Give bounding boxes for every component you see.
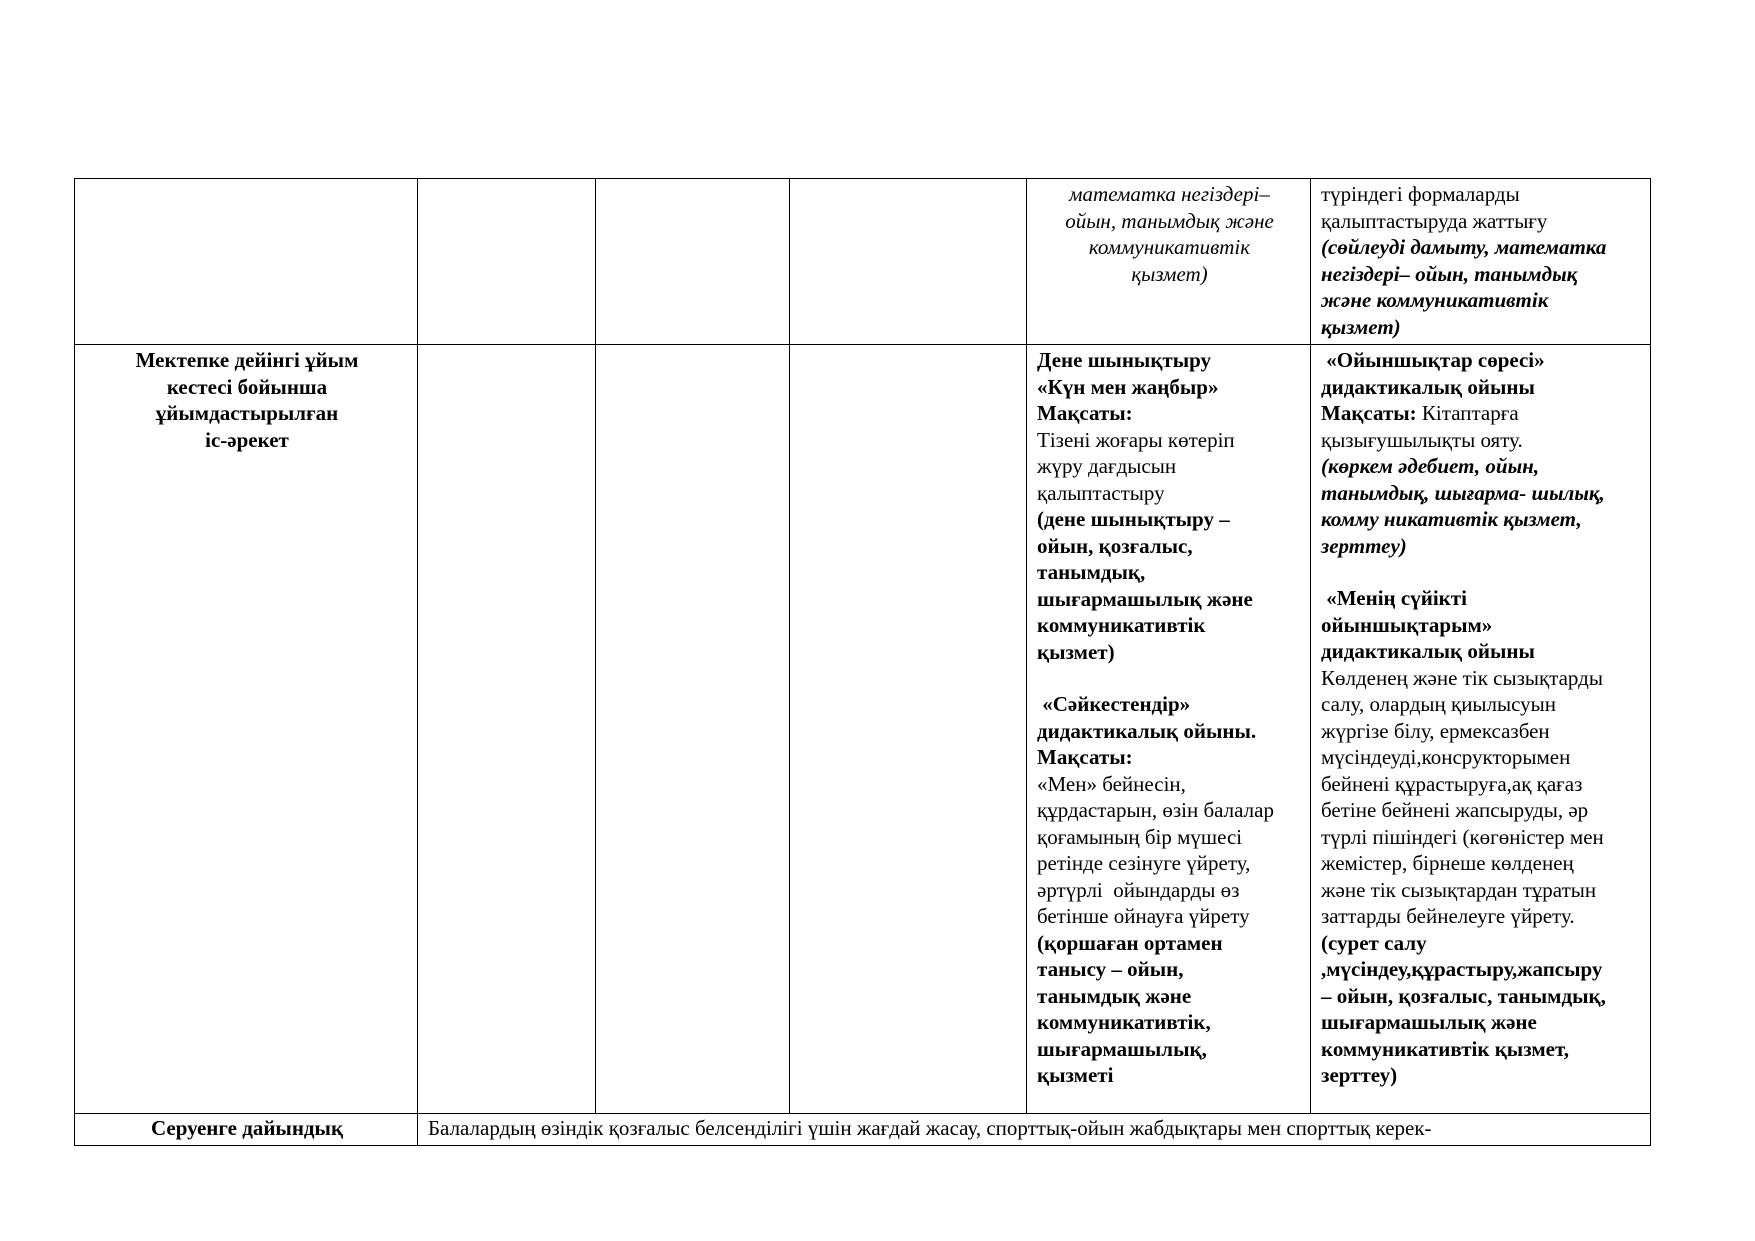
text-line: бетінше ойнауға үйрету	[1037, 904, 1250, 928]
text-line: құрдастарын, өзін балалар	[1037, 798, 1274, 822]
daily-plan-table	[74, 178, 1651, 1146]
row2-label-cell	[75, 345, 418, 1114]
row-label-line: Мектепке дейінгі ұйым	[135, 348, 359, 372]
text-line: салу, олардың қиылысуын	[1321, 692, 1557, 716]
row1-cell-5	[1027, 179, 1311, 345]
activity-tag: – ойын, қозғалыс, танымдық,	[1321, 983, 1606, 1008]
activity-title: дидактикалық ойыны	[1321, 639, 1535, 663]
goal-label: Мақсаты:	[1321, 401, 1417, 425]
activity-tag: зерттеу)	[1321, 1063, 1398, 1087]
spacer	[1321, 559, 1642, 585]
row-label-line: іс-әрекет	[205, 427, 289, 452]
goal-line	[1321, 400, 1642, 427]
activity-tag: шығармашылық және	[1321, 1010, 1537, 1034]
goal-text: Кітаптарға	[1416, 401, 1519, 425]
activity-tag: танымдық,	[1037, 560, 1146, 584]
text-line: қоғамының бір мүшесі	[1037, 824, 1243, 849]
activity-tag: қызметі	[1037, 1063, 1114, 1087]
activity-tag: ,мүсіндеу,құрастыру,жапсыру	[1321, 957, 1603, 981]
activity-title: ойыншықтарым»	[1321, 612, 1493, 637]
row1-label-cell	[75, 179, 418, 345]
text-line: заттарды бейнелеуге үйрету.	[1321, 904, 1575, 928]
text-line: түріндегі формаларды	[1321, 182, 1520, 206]
table-row	[75, 1114, 1651, 1146]
table-row	[75, 179, 1651, 345]
text-line: қызығушылықты ояту.	[1321, 427, 1523, 452]
goal-label: Мақсаты:	[1037, 745, 1133, 769]
activity-title: «Күн мен жаңбыр»	[1037, 374, 1219, 399]
text-line: бетіне бейнені жапсыруды, әр	[1321, 798, 1589, 822]
goal-label: Мақсаты:	[1037, 401, 1133, 425]
row1-cell-6	[1311, 179, 1651, 345]
spacer	[1037, 665, 1302, 691]
row1-cell-2	[418, 179, 596, 345]
text-line: әртүрлі ойындарды өз	[1037, 877, 1240, 902]
row2-cell-3	[596, 345, 790, 1114]
activity-tag: комму никативтік қызмет,	[1321, 507, 1582, 531]
text-line: қызмет)	[1321, 314, 1401, 339]
activity-title: «Ойыншықтар сөресі»	[1321, 348, 1545, 372]
text-line: жемістер, бірнеше көлденең	[1321, 851, 1574, 875]
row2-cell-4	[790, 345, 1027, 1114]
table-row	[75, 345, 1651, 1114]
text-line: Тізені жоғары көтеріп	[1037, 427, 1235, 452]
activity-title: «Менің сүйікті	[1321, 586, 1467, 610]
text-line: коммуникативтік	[1088, 235, 1251, 259]
text-line: және тік сызықтардан тұратын	[1321, 877, 1597, 902]
text-line: қалыптастыруда жаттығу	[1321, 208, 1548, 233]
activity-tag: шығармашылық және	[1037, 586, 1253, 611]
text-line: (сөйлеуді дамыту, математка	[1321, 235, 1607, 259]
activity-tag: (көркем әдебиет, ойын,	[1321, 454, 1540, 478]
row2-cell-5	[1027, 345, 1311, 1114]
row2-cell-6	[1311, 345, 1651, 1114]
activity-tag: (сурет салу	[1321, 930, 1427, 955]
activity-tag: зерттеу)	[1321, 533, 1407, 558]
row-label-line: ұйымдастырылған	[155, 401, 339, 425]
text-line: түрлі пішіндегі (көгөністер мен	[1321, 824, 1604, 849]
activity-tag: ойын, қозғалыс,	[1037, 533, 1193, 558]
activity-tag: танысу – ойын,	[1037, 957, 1184, 981]
text-line: ретінде сезінуге үйрету,	[1037, 851, 1251, 875]
activity-tag: коммуникативтік	[1037, 613, 1206, 637]
row1-cell-3	[596, 179, 790, 345]
activity-title: дидактикалық ойыны.	[1037, 718, 1257, 743]
text-line: жүру дағдысын	[1037, 454, 1177, 478]
row3-description-cell: Балалардың өзіндік қозғалыс белсенділігі үшін жағдай жасау, спорттық-ойын жабдықтары мен спорттық керек-	[418, 1114, 1651, 1146]
text-line: бейнені құрастыруға,ақ қағаз	[1321, 771, 1583, 796]
activity-title: дидактикалық ойыны	[1321, 374, 1535, 399]
activity-tag: танымдық, шығарма- шылық,	[1321, 480, 1605, 505]
activity-title: Дене шынықтыру	[1037, 348, 1212, 372]
activity-tag: (дене шынықтыру –	[1037, 507, 1230, 531]
text-line: негіздері– ойын, танымдық	[1321, 261, 1578, 286]
text-line: «Мен» бейнесін,	[1037, 771, 1186, 796]
activity-tag: танымдық және	[1037, 983, 1192, 1008]
text-line: қызмет)	[1131, 261, 1208, 286]
activity-tag: коммуникативтік,	[1037, 1010, 1211, 1034]
row1-cell-4	[790, 179, 1027, 345]
activity-tag: (қоршаған ортамен	[1037, 930, 1223, 955]
activity-tag: қызмет)	[1037, 639, 1115, 664]
text-line: қалыптастыру	[1037, 480, 1165, 505]
text-line: ойын, танымдық және	[1065, 208, 1274, 233]
text-line: математка негіздері–	[1069, 182, 1270, 206]
text-line: және коммуникативтік	[1321, 288, 1549, 312]
text-line: мүсіндеуді,консрукторымен	[1321, 745, 1571, 769]
row2-cell-2	[418, 345, 596, 1114]
row3-label-cell: Серуенге дайындық	[75, 1114, 418, 1146]
activity-tag: коммуникативтік қызмет,	[1321, 1036, 1569, 1061]
row-label-line: кестесі бойынша	[166, 374, 328, 399]
activity-tag: шығармашылық,	[1037, 1036, 1207, 1061]
text-line: жүргізе білу, ермексазбен	[1321, 718, 1550, 743]
activity-title: «Сәйкестендір»	[1037, 692, 1191, 716]
text-line: Көлденең және тік сызықтарды	[1321, 665, 1603, 690]
